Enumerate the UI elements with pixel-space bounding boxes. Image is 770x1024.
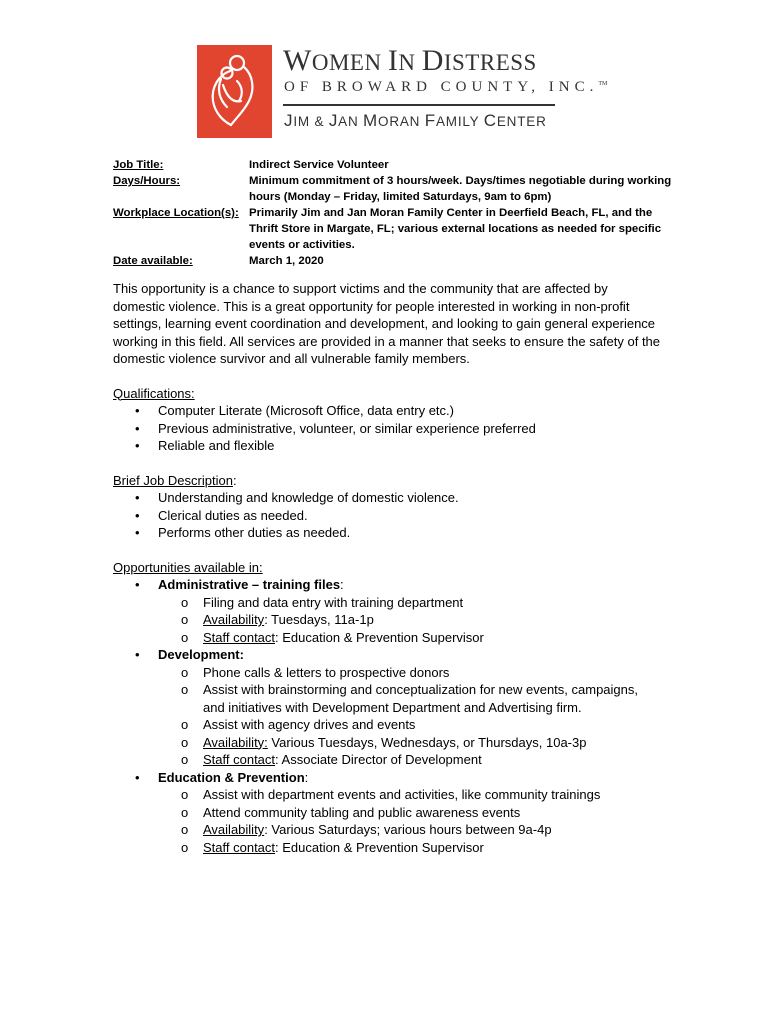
mother-child-icon [197,45,272,138]
date-available-label: Date available: [113,255,193,267]
description-list [113,489,663,542]
days-hours-value: Minimum commitment of 3 hours/week. Days/times negotiable during working hours (Monday – Friday, limited Saturdays, 9am to 6pm) [249,175,672,203]
list-item: o Filing and data entry with training department [113,594,663,612]
list-item: • Understanding and knowledge of domestic violence. [113,489,663,507]
workplace-location-row [113,205,673,253]
qualifications-list [113,402,663,455]
list-item: • Computer Literate (Microsoft Office, data entry etc.) [113,402,663,420]
staff-contact-item: o Staff contact: Education & Prevention Supervisor [113,629,663,647]
workplace-location-value: Primarily Jim and Jan Moran Family Center in Deerfield Beach, FL, and the Thrift Store in Margate, FL; various external locations as needed for specific events or activities. [249,207,662,251]
organization-name: WOMEN IN DISTRESS [283,44,537,77]
date-available-row [113,253,673,269]
intro-paragraph: This opportunity is a chance to support victims and the community that are affected by domestic violence. This is a great opportunity for people interested in working in non-profit settings, learning event coordination and development, and looking to gain general experience working in this field. All services are provided in a manner that seeks to ensure the safety of the domestic violence survivor and all vulnerable family members. [113,281,661,366]
days-hours-label: Days/Hours: [113,175,181,187]
job-title-row [113,157,673,173]
organization-county: OF BROWARD COUNTY, INC.™ [284,79,608,95]
date-available-value: March 1, 2020 [249,255,324,267]
opportunity-title: • Administrative – training files: o Filing and data entry with training department o Availability: Tuesdays, 11a-1p o Staff contact: Education & Prevention Supervisor [113,576,663,646]
opportunity-details [113,786,663,856]
qualifications-heading: Qualifications: [113,385,195,401]
description-heading: Brief Job Description: [113,472,237,488]
organization-logo [197,45,272,138]
opportunity-development [113,646,663,769]
list-item: • Clerical duties as needed. [113,507,663,525]
days-hours-row [113,173,673,205]
list-item: • Performs other duties as needed. [113,524,663,542]
opportunity-education-prevention [113,769,663,857]
opportunity-details [113,594,663,647]
staff-contact-item: o Staff contact: Education & Prevention Supervisor [113,839,663,857]
staff-contact-item: o Staff contact: Associate Director of Development [113,751,663,769]
document-body [113,280,663,856]
list-item: o Attend community tabling and public awareness events [113,804,663,822]
list-item: o Assist with agency drives and events [113,716,663,734]
list-item: • Previous administrative, volunteer, or similar experience preferred [113,420,663,438]
opportunity-title: • Development: o Phone calls & letters to prospective donors o Assist with brainstorming and conceptualization for new events, campaigns, and initiatives with Development Department and Advertising firm. o Assist with agency drives and events o Availability: Various Tuesdays, Wednesdays, or Thursdays, 10a-3p o Staff contact: Associate Director of Development [113,646,663,769]
list-item: • Reliable and flexible [113,437,663,455]
list-item: o Phone calls & letters to prospective donors [113,664,663,682]
availability-item: o Availability: Various Saturdays; various hours between 9a-4p [113,821,663,839]
availability-item: o Availability: Various Tuesdays, Wednesdays, or Thursdays, 10a-3p [113,734,663,752]
list-item: o Assist with department events and activities, like community trainings [113,786,663,804]
opportunity-details [113,664,663,769]
family-center-name: JIM & JAN MORAN FAMILY CENTER [284,111,547,130]
opportunity-administrative [113,576,663,646]
job-title-label: Job Title: [113,159,164,171]
job-title-value: Indirect Service Volunteer [249,159,389,171]
job-info-table [113,157,673,269]
list-item: o Assist with brainstorming and conceptualization for new events, campaigns, and initiatives with Development Department and Advertising firm. [113,681,663,716]
availability-item: o Availability: Tuesdays, 11a-1p [113,611,663,629]
workplace-location-label: Workplace Location(s): [113,207,239,219]
letterhead-divider [283,104,555,106]
opportunity-title: • Education & Prevention: o Assist with department events and activities, like community trainings o Attend community tabling and public awareness events o Availability: Various Saturdays; various hours between 9a-4p o Staff contact: Education & Prevention Supervisor [113,769,663,857]
opportunities-heading: Opportunities available in: [113,559,263,575]
